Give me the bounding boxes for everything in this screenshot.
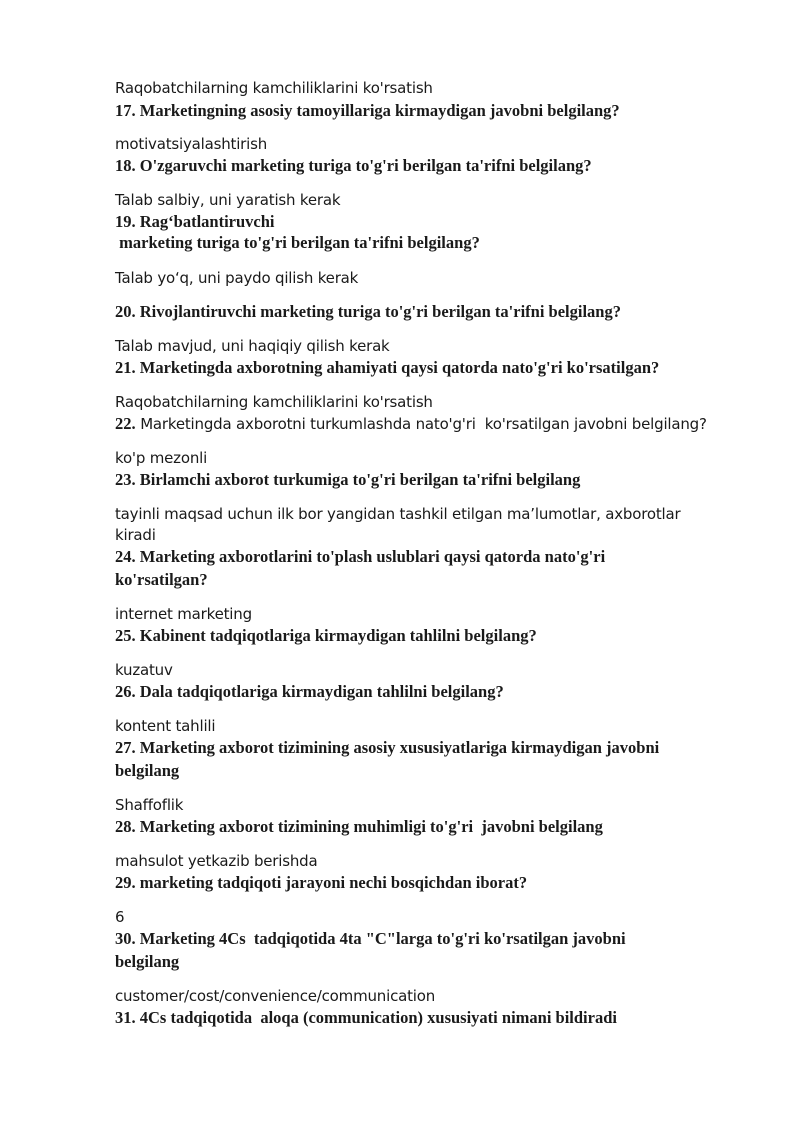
question-number: 22. bbox=[115, 414, 136, 433]
answer-line: kiradi bbox=[115, 526, 156, 544]
question-line: 28. Marketing axborot tizimining muhimligi to'g'ri javobni belgilang bbox=[115, 817, 603, 836]
answer-line: Talab yo‘q, uni paydo qilish kerak bbox=[115, 269, 359, 287]
answer-line: Talab salbiy, uni yaratish kerak bbox=[115, 191, 341, 209]
question-line: belgilang bbox=[115, 761, 180, 780]
answer-line: Shaffoflik bbox=[115, 796, 184, 814]
answer-line: 6 bbox=[115, 908, 125, 926]
question-line: 26. Dala tadqiqotlariga kirmaydigan tahlilni belgilang? bbox=[115, 682, 504, 701]
question-line: ko'rsatilgan? bbox=[115, 570, 208, 589]
question-line: 29. marketing tadqiqoti jarayoni nechi bosqichdan iborat? bbox=[115, 873, 528, 892]
question-line: 30. Marketing 4Cs tadqiqotida 4ta "C"larga to'g'ri ko'rsatilgan javobni bbox=[115, 929, 626, 948]
answer-line: tayinli maqsad uchun ilk bor yangidan tashkil etilgan ma’lumotlar, axborotlar bbox=[115, 505, 681, 523]
answer-line: kuzatuv bbox=[115, 661, 173, 679]
question-line: belgilang bbox=[115, 952, 180, 971]
question-line: marketing turiga to'g'ri berilgan ta'rifni belgilang? bbox=[115, 233, 480, 252]
question-line: 23. Birlamchi axborot turkumiga to'g'ri berilgan ta'rifni belgilang bbox=[115, 470, 581, 489]
question-line: 19. Rag‘batlantiruvchi bbox=[115, 212, 275, 231]
answer-line: mahsulot yetkazib berishda bbox=[115, 852, 318, 870]
question-line: 17. Marketingning asosiy tamoyillariga kirmaydigan javobni belgilang? bbox=[115, 101, 620, 120]
question-text: Marketingda axborotni turkumlashda nato'g'ri ko'rsatilgan javobni belgilang? bbox=[135, 415, 707, 433]
answer-line: Raqobatchilarning kamchiliklarini ko'rsatish bbox=[115, 393, 433, 411]
question-line: 21. Marketingda axborotning ahamiyati qaysi qatorda nato'g'ri ko'rsatilgan? bbox=[115, 358, 660, 377]
answer-line: customer/cost/convenience/communication bbox=[115, 987, 436, 1005]
question-line: 20. Rivojlantiruvchi marketing turiga to'g'ri berilgan ta'rifni belgilang? bbox=[115, 302, 621, 321]
question-line: 24. Marketing axborotlarini to'plash uslublari qaysi qatorda nato'g'ri bbox=[115, 547, 606, 566]
question-line-mixed bbox=[115, 414, 707, 434]
answer-line: Talab mavjud, uni haqiqiy qilish kerak bbox=[115, 337, 390, 355]
question-line: 25. Kabinent tadqiqotlariga kirmaydigan tahlilni belgilang? bbox=[115, 626, 537, 645]
answer-line: motivatsiyalashtirish bbox=[115, 135, 268, 153]
answer-line: ko'p mezonli bbox=[115, 449, 208, 467]
question-line: 27. Marketing axborot tizimining asosiy xususiyatlariga kirmaydigan javobni bbox=[115, 738, 660, 757]
question-line: 18. O'zgaruvchi marketing turiga to'g'ri berilgan ta'rifni belgilang? bbox=[115, 156, 592, 175]
question-line: 31. 4Cs tadqiqotida aloqa (communication) xususiyati nimani bildiradi bbox=[115, 1008, 617, 1027]
answer-line: internet marketing bbox=[115, 605, 252, 623]
answer-line: Raqobatchilarning kamchiliklarini ko'rsatish bbox=[115, 79, 433, 97]
answer-line: kontent tahlili bbox=[115, 717, 216, 735]
